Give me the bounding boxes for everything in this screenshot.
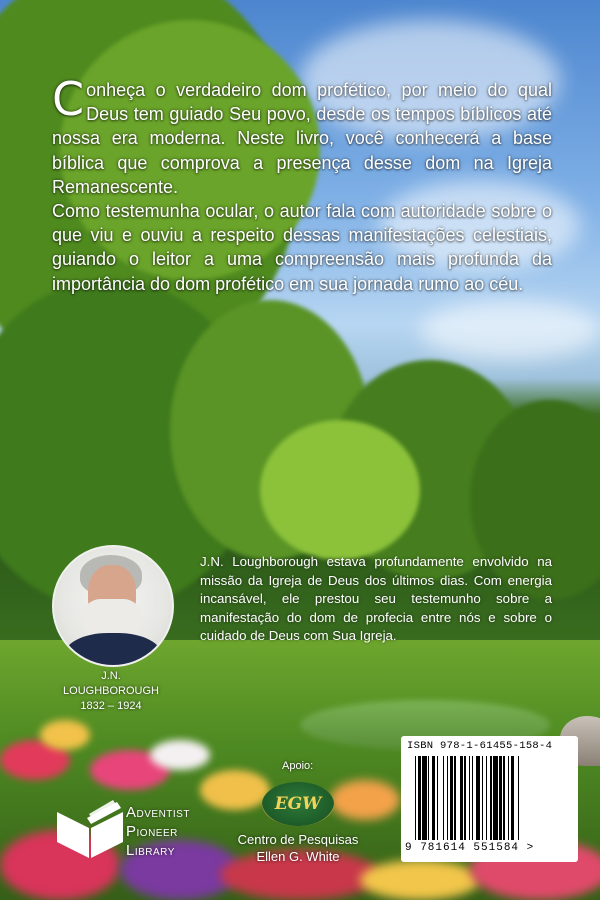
isbn-barcode xyxy=(401,736,578,862)
book-stack-icon xyxy=(55,798,125,860)
ean-digits: 9 781614 551584 > xyxy=(405,842,535,854)
blurb-paragraph-1: Conheça o verdadeiro dom profético, por meio do qual Deus tem guiado Seu povo, desde os tempos bíblicos até nossa era moderna. Neste livro, você conhecerá a base bíblica que comprova a presença desse dom na Igreja Remanescente. xyxy=(52,72,552,197)
isbn-label: ISBN 978-1-61455-158-4 xyxy=(407,740,553,752)
barcode-bars xyxy=(415,756,565,840)
support-organization: Centro de Pesquisas Ellen G. White xyxy=(237,832,359,864)
blurb-text xyxy=(52,72,552,296)
author-portrait xyxy=(52,545,174,667)
drop-cap: C xyxy=(52,72,85,126)
publisher-name: ADVENTIST PIONEER LIBRARY xyxy=(126,804,190,859)
blurb-paragraph-2: Como testemunha ocular, o autor fala com autoridade sobre o que viu e ouviu a respeito dessas manifestações celestiais, guiando o leitor a uma compreensão mais profunda da importância do dom profético em sua jornada rumo ao céu. xyxy=(52,201,552,294)
egw-emblem-icon xyxy=(262,782,334,826)
author-caption xyxy=(52,669,170,714)
support-label: Apoio: xyxy=(282,760,314,772)
author-bio: J.N. Loughborough estava profundamente envolvido na missão da Igreja de Deus dos últimos dias. Com energia incansável, ele prestou seu testemunho sobre a manifestação do dom de profecia entre nós e sobre o cuidado de Deus com Sua Igreja. xyxy=(200,554,552,644)
egw-emblem-text: EGW xyxy=(274,794,322,814)
author-years: 1832 – 1924 xyxy=(80,700,142,712)
author-name: J.N. LOUGHBOROUGH xyxy=(63,670,159,697)
